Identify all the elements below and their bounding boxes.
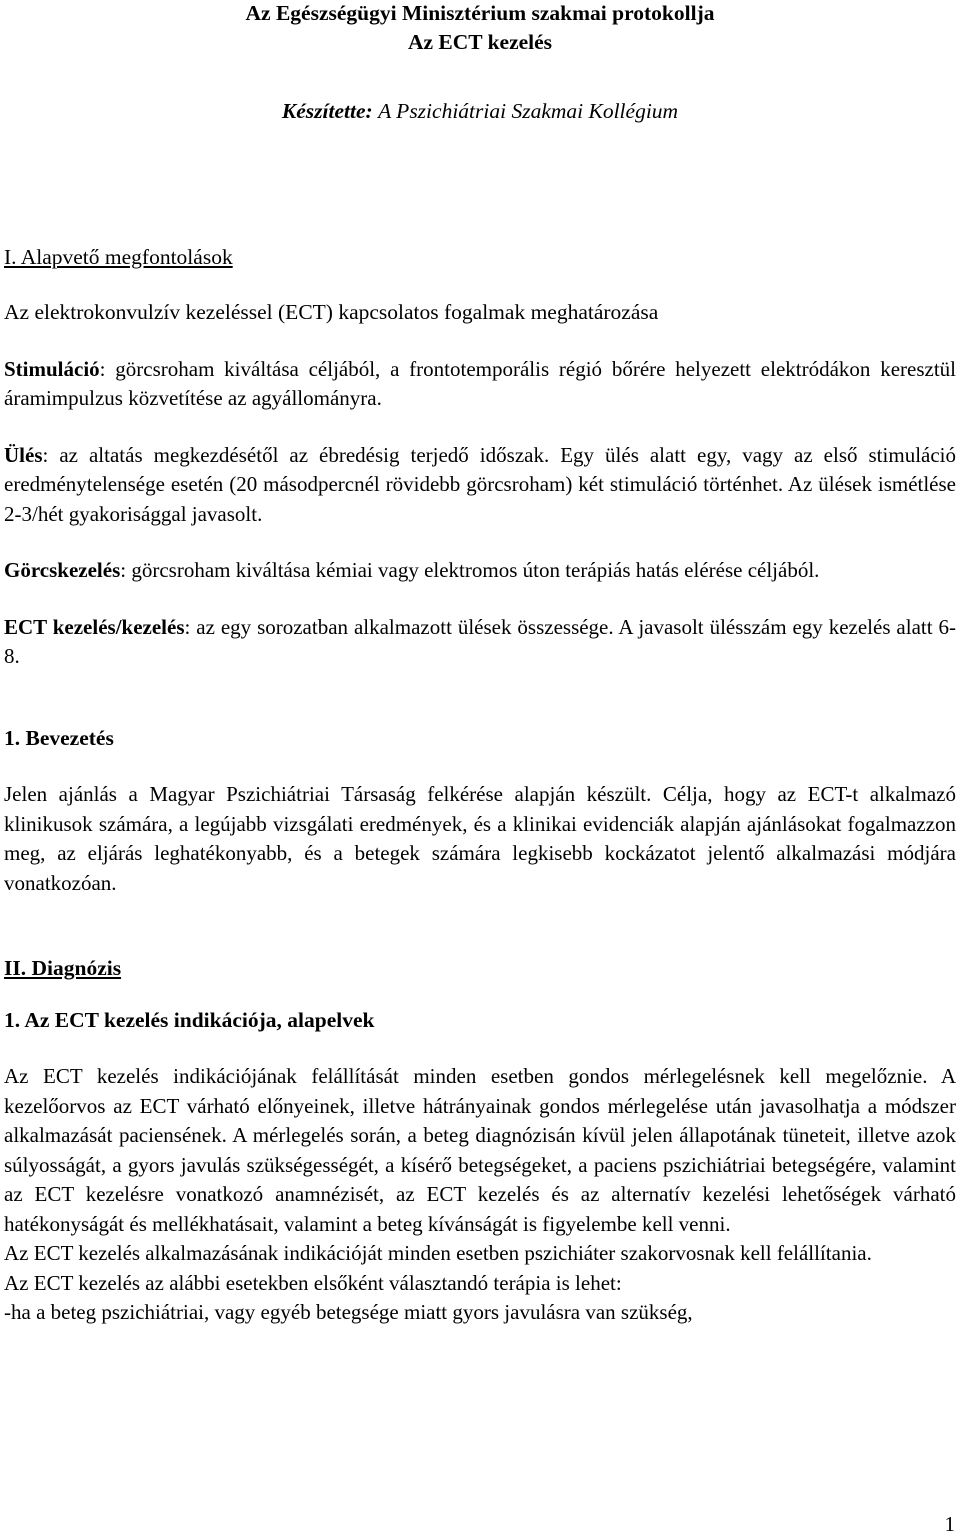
section-1-heading: I. Alapvető megfontolások xyxy=(4,244,233,269)
definition-term: Stimuláció xyxy=(4,356,100,381)
author-label: Készítette: xyxy=(281,99,373,123)
definition-term: Ülés xyxy=(4,442,43,467)
introduction-paragraph: Jelen ajánlás a Magyar Pszichiátriai Társaság felkérése alapján készült. Célja, hogy az ECT-t alkalmazó klinikusok számára, a legújabb vizsgálati eredmények, és a klinikai evidenciák alapján ajánlásokat fogalmazzon meg, az eljárás leghatékonyabb, és a betegek számára legkisebb kockázatot jelentő alkalmazási módjára vonatkozóan. xyxy=(4,782,956,895)
author-line xyxy=(4,97,956,127)
definition-term: ECT kezelés/kezelés xyxy=(4,614,185,639)
definition-term: Görcskezelés xyxy=(4,558,121,582)
page-number: 1 xyxy=(944,1512,955,1536)
definition-ules xyxy=(4,441,956,530)
section-2-heading: II. Diagnózis xyxy=(4,956,122,980)
indication-paragraph-3: Az ECT kezelés az alábbi esetekben elsőként választandó terápia is lehet: xyxy=(4,1270,622,1295)
definition-gorcskezeles xyxy=(4,556,956,586)
definition-ect-kezeles xyxy=(4,613,956,672)
definition-text: : az altatás megkezdésétől az ébredésig terjedő időszak. Egy ülés alatt egy, vagy az első stimuláció eredménytelensége esetén (20 másodpercnél rövidebb görcsroham) két stimuláció történhet. Az ülések ismétlése 2-3/hét gyakorisággal javasolt. xyxy=(4,442,956,526)
definition-text: : az egy sorozatban alkalmazott ülések összessége. A javasolt ülésszám egy kezelés alatt 6-8. xyxy=(4,614,956,668)
section-1-subheading: Az elektrokonvulzív kezeléssel (ECT) kapcsolatos fogalmak meghatározása xyxy=(4,300,659,324)
document-title-line-2: Az ECT kezelés xyxy=(407,30,553,54)
indication-paragraph-2: Az ECT kezelés alkalmazásának indikációját minden esetben pszichiáter szakorvosnak kell felállítania. xyxy=(4,1241,872,1265)
document-title-line-1: Az Egészségügyi Minisztérium szakmai protokollja xyxy=(245,1,715,25)
introduction-heading: 1. Bevezetés xyxy=(4,725,114,750)
indication-paragraph-1: Az ECT kezelés indikációjának felállítását minden esetben gondos mérlegelésnek kell megelőznie. A kezelőorvos az ECT várható előnyeinek, illetve hátrányainak gondos mérlegelése után javasolhatja a módszer alkalmazását paciensének. A mérlegelés során, a beteg diagnózisán kívül jelen állapotának tüneteit, illetve azok súlyosságát, a gyors javulás szükségességét, a kísérő betegségeket, a paciens pszichiátriai betegségére, valamint az ECT kezelésre vonatkozó anamnézisét, az ECT kezelés és az alternatív kezelési lehetőségek várható hatékonyságát és mellékhatásait, valamint a beteg kívánságát is figyelembe kell venni. xyxy=(4,1064,956,1236)
author-name: A Pszichiátriai Szakmai Kollégium xyxy=(378,99,679,123)
definition-text: : görcsroham kiváltása céljából, a frontotemporális régió bőrére helyezett elektródákon keresztül áramimpulzus közvetítése az agyállományra. xyxy=(4,356,956,410)
section-2-subheading: 1. Az ECT kezelés indikációja, alapelvek xyxy=(4,1007,375,1032)
document-page xyxy=(4,0,956,1328)
definition-stimulacio xyxy=(4,355,956,414)
definition-text: : görcsroham kiváltása kémiai vagy elektromos úton terápiás hatás elérése céljából. xyxy=(120,558,820,582)
indication-list-item: -ha a beteg pszichiátriai, vagy egyéb betegsége miatt gyors javulásra van szükség, xyxy=(4,1300,693,1324)
